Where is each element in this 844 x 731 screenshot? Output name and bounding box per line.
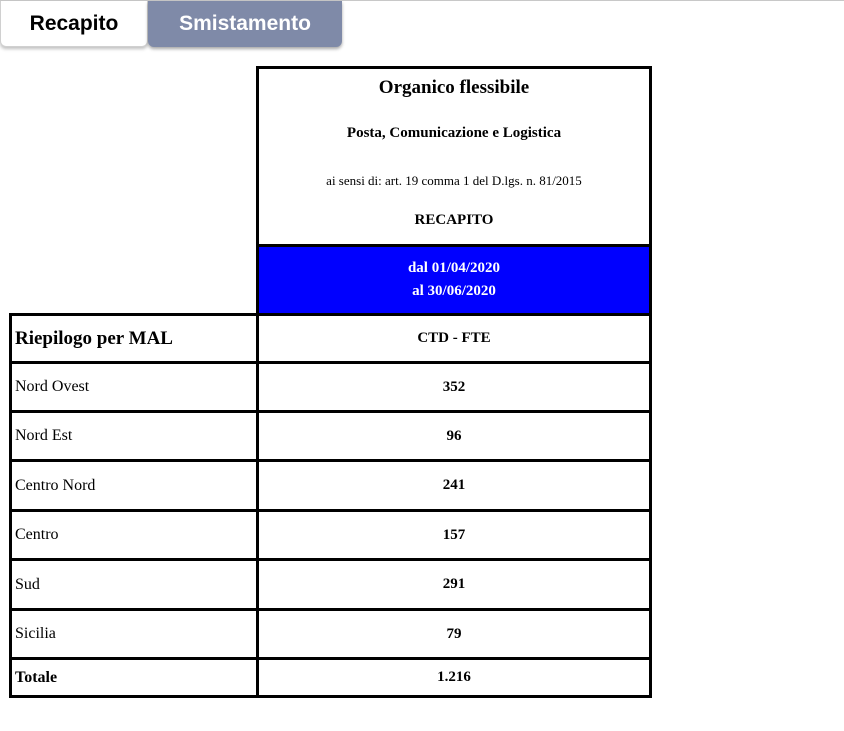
- section-label: RECAPITO: [414, 212, 494, 228]
- column-header-mal: Riepilogo per MAL: [9, 313, 259, 364]
- row-value-sud: 291: [256, 558, 652, 611]
- row-value-centro: 157: [256, 509, 652, 561]
- row-value-sicilia: 79: [256, 608, 652, 660]
- period-to: al 30/06/2020: [412, 283, 496, 299]
- period-from: dal 01/04/2020: [407, 260, 501, 276]
- row-label-centro: Centro: [9, 509, 259, 561]
- total-label: Totale: [9, 657, 259, 698]
- row-label-nord-est: Nord Est: [9, 410, 259, 462]
- period-block: [256, 244, 652, 316]
- row-label-sud: Sud: [9, 558, 259, 611]
- row-label-centro-nord: Centro Nord: [9, 459, 259, 512]
- row-value-nord-est: 96: [256, 410, 652, 462]
- report-header: [256, 66, 652, 247]
- tab-recapito[interactable]: Recapito: [0, 1, 148, 47]
- row-value-nord-ovest: 352: [256, 361, 652, 413]
- report-subtitle: Posta, Comunicazione e Logistica: [346, 125, 562, 141]
- law-reference: ai sensi di: art. 19 comma 1 del D.lgs. n. 81/2015: [326, 173, 582, 188]
- total-value: 1.216: [256, 657, 652, 698]
- row-label-sicilia: Sicilia: [9, 608, 259, 660]
- tab-smistamento[interactable]: Smistamento: [148, 1, 342, 47]
- row-label-nord-ovest: Nord Ovest: [9, 361, 259, 413]
- row-value-centro-nord: 241: [256, 459, 652, 512]
- report-title: Organico flessibile: [378, 77, 530, 98]
- column-header-ctd-fte: CTD - FTE: [256, 313, 652, 364]
